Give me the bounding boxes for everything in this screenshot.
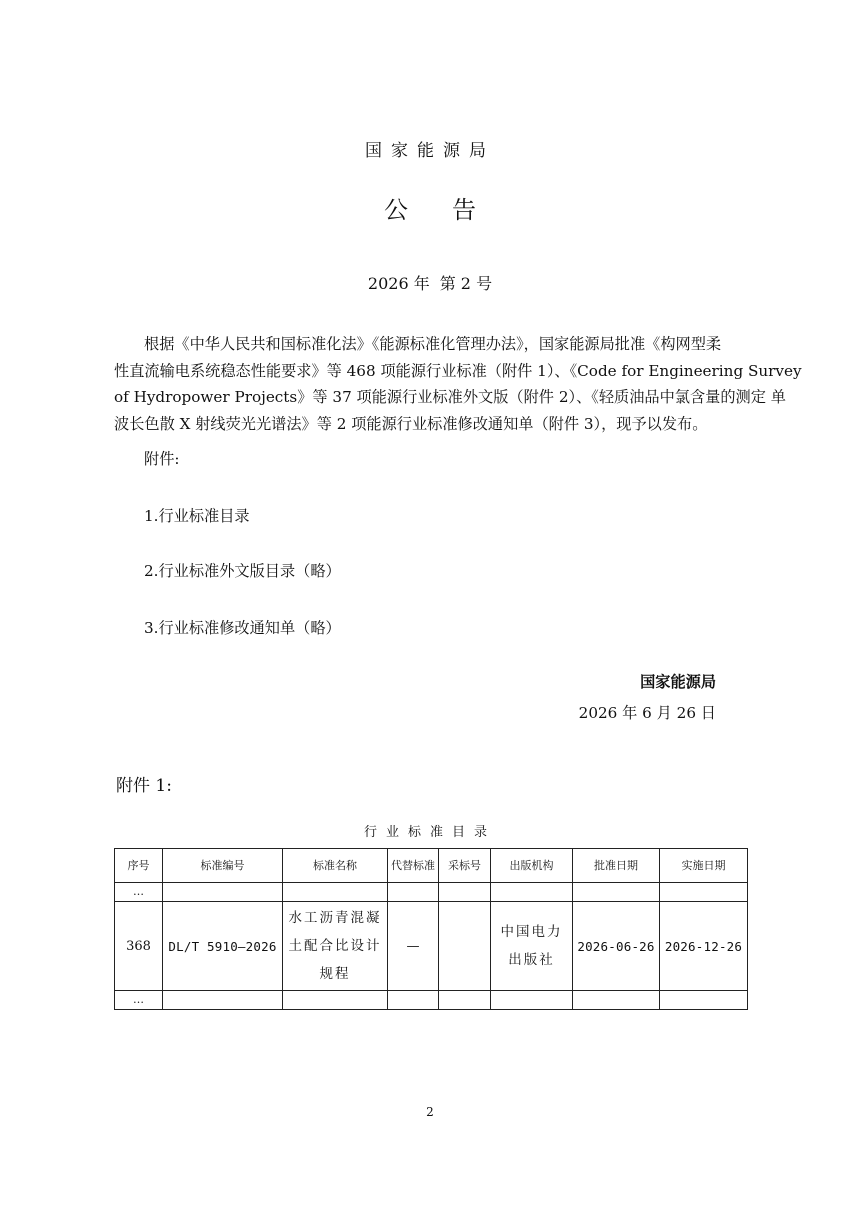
column-header-code: 标准编号	[163, 849, 283, 883]
cell-seq: 368	[115, 902, 163, 991]
paragraph-line: 性直流输电系统稳态性能要求》等 468 项能源行业标准（附件 1）、《Code for Engineering Survey	[114, 361, 802, 380]
signature-org: 国家能源局	[640, 673, 716, 691]
paragraph-line: of Hydropower Projects》等 37 项能源行业标准外文版（附件 2）、《轻质油品中氯含量的测定 单	[114, 388, 786, 406]
document-number	[0, 271, 860, 294]
table-row-ellipsis	[115, 991, 748, 1010]
attachment-item: 2.行业标准外文版目录（略）	[144, 562, 341, 580]
cell-adopted	[439, 902, 491, 991]
paragraph-line: 根据《中华人民共和国标准化法》《能源标准化管理办法》，国家能源局批准《构网型柔	[144, 335, 722, 353]
column-header-seq: 序号	[115, 849, 163, 883]
cell-effective-date: 2026-12-26	[660, 902, 748, 991]
attachment-item: 3.行业标准修改通知单（略）	[144, 619, 341, 637]
column-header-adopted: 采标号	[439, 849, 491, 883]
notice-number: 第 2 号	[439, 274, 493, 293]
page-number: 2	[426, 1105, 434, 1119]
table-row-ellipsis	[115, 883, 748, 902]
table-row	[115, 902, 748, 991]
annex-label: 附件 1:	[116, 776, 172, 796]
column-header-replaces: 代替标准	[388, 849, 439, 883]
issuing-authority-heading: 国家能源局	[365, 141, 495, 161]
column-header-effective-date: 实施日期	[660, 849, 748, 883]
table-title: 行业标准目录	[363, 825, 496, 840]
cell-standard-name: 水工沥青混凝土配合比设计规程	[283, 902, 388, 991]
announcement-paragraph	[114, 331, 802, 437]
attachments-heading: 附件:	[144, 450, 180, 468]
cell-publisher: 中国电力出版社	[491, 902, 573, 991]
document-type-title: 公告	[384, 196, 520, 224]
table-header-row	[115, 849, 748, 883]
cell-replaces: —	[388, 902, 439, 991]
signature-date: 2026 年 6 月 26 日	[578, 704, 716, 722]
cell-standard-code: DL/T 5910—2026	[163, 902, 283, 991]
paragraph-line: 波长色散 X 射线荧光光谱法》等 2 项能源行业标准修改通知单（附件 3），现予以发布。	[114, 414, 708, 433]
column-header-publisher: 出版机构	[491, 849, 573, 883]
ellipsis-cell: …	[115, 883, 163, 902]
attachment-item: 1.行业标准目录	[144, 507, 250, 525]
column-header-name: 标准名称	[283, 849, 388, 883]
standards-table	[114, 848, 748, 1010]
ellipsis-cell: …	[115, 991, 163, 1010]
notice-year: 2026 年	[367, 274, 430, 293]
cell-approval-date: 2026-06-26	[573, 902, 660, 991]
column-header-approval-date: 批准日期	[573, 849, 660, 883]
